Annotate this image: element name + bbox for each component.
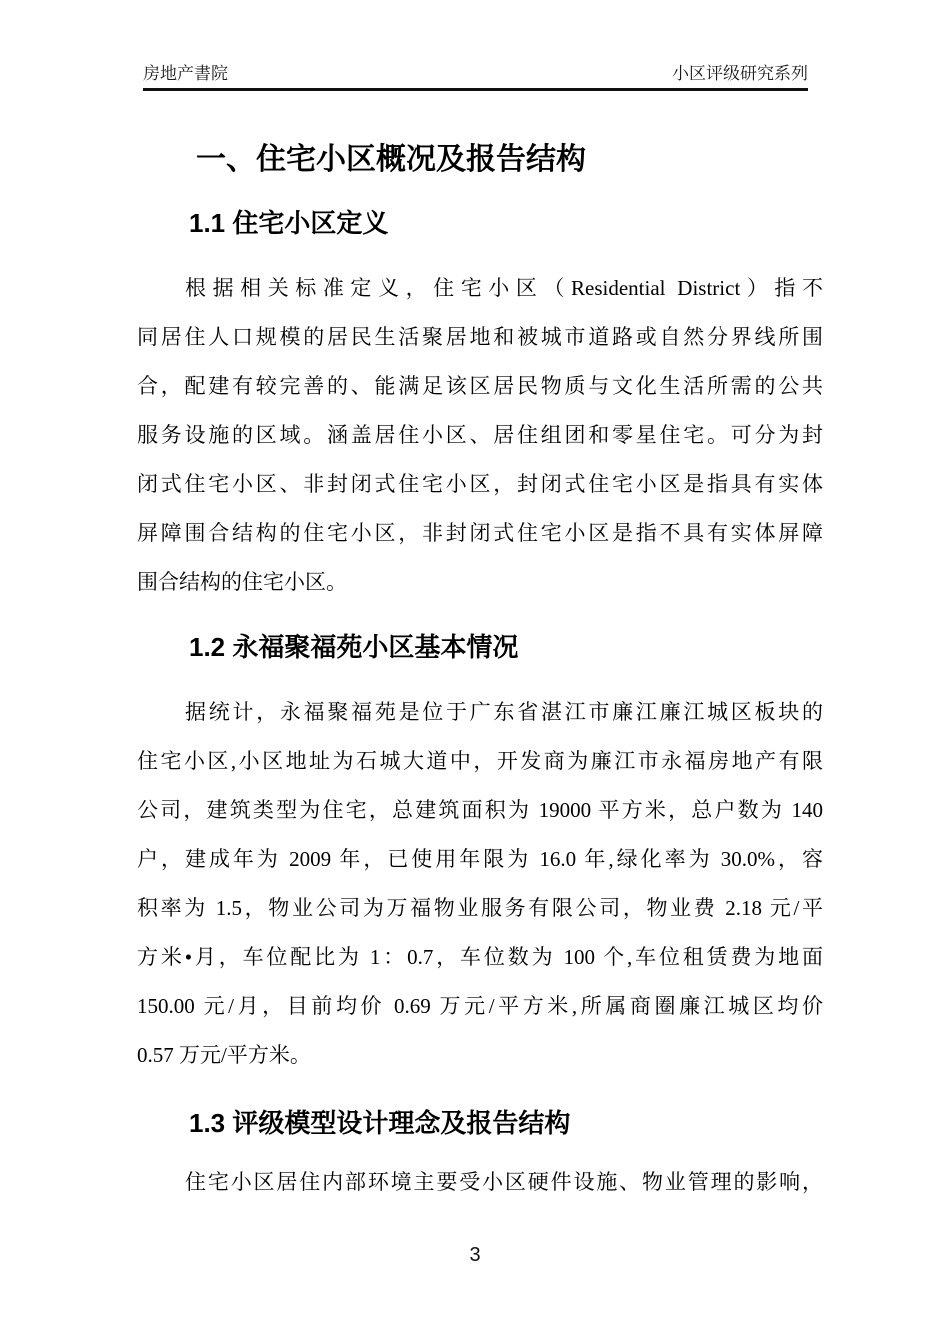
paragraph-line: 围合结构的住宅小区。 (137, 570, 347, 594)
paragraph-1-2 (137, 688, 823, 1080)
paragraph-line: 根据相关标准定义，住宅小区（Residential District）指不 (185, 276, 823, 300)
paragraph-line: 屏障围合结构的住宅小区，非封闭式住宅小区是指不具有实体屏障 (137, 521, 823, 545)
paragraph-line: 服务设施的区域。涵盖居住小区、居住组团和零星住宅。可分为封 (137, 423, 823, 447)
paragraph-line: 闭式住宅小区、非封闭式住宅小区，封闭式住宅小区是指具有实体 (137, 472, 823, 496)
section-heading-1-3: 1.3 评级模型设计理念及报告结构 (189, 1108, 571, 1138)
section-heading-1-2: 1.2 永福聚福苑小区基本情况 (189, 632, 519, 662)
header-left-text: 房地产書院 (143, 64, 228, 83)
paragraph-line: 住宅小区居住内部环境主要受小区硬件设施、物业管理的影响， (185, 1170, 823, 1194)
paragraph-line: 0.57 万元/平方米。 (137, 1043, 311, 1067)
paragraph-line: 公司，建筑类型为住宅，总建筑面积为 19000 平方米，总户数为 140 (137, 798, 823, 822)
paragraph-line: 户，建成年为 2009 年，已使用年限为 16.0 年,绿化率为 30.0%，容 (137, 847, 823, 871)
page-header (143, 64, 808, 91)
page-number: 3 (469, 1244, 481, 1266)
paragraph-line: 积率为 1.5，物业公司为万福物业服务有限公司，物业费 2.18 元/平 (137, 896, 823, 920)
paragraph-line: 同居住人口规模的居民生活聚居地和被城市道路或自然分界线所围 (137, 325, 823, 349)
paragraph-line: 住宅小区,小区地址为石城大道中，开发商为廉江市永福房地产有限 (137, 749, 823, 773)
paragraph-line: 合，配建有较完善的、能满足该区居民物质与文化生活所需的公共 (137, 374, 823, 398)
paragraph-1-1 (137, 264, 823, 607)
chapter-title: 一、住宅小区概况及报告结构 (196, 143, 586, 176)
paragraph-line: 方米•月，车位配比为 1：0.7，车位数为 100 个,车位租赁费为地面 (137, 945, 823, 969)
paragraph-line: 150.00 元/月，目前均价 0.69 万元/平方米,所属商圈廉江城区均价 (137, 994, 823, 1018)
paragraph-line: 据统计，永福聚福苑是位于广东省湛江市廉江廉江城区板块的 (185, 700, 823, 724)
header-right-text: 小区评级研究系列 (672, 64, 808, 83)
paragraph-1-3 (137, 1158, 823, 1207)
section-heading-1-1: 1.1 住宅小区定义 (189, 208, 389, 238)
